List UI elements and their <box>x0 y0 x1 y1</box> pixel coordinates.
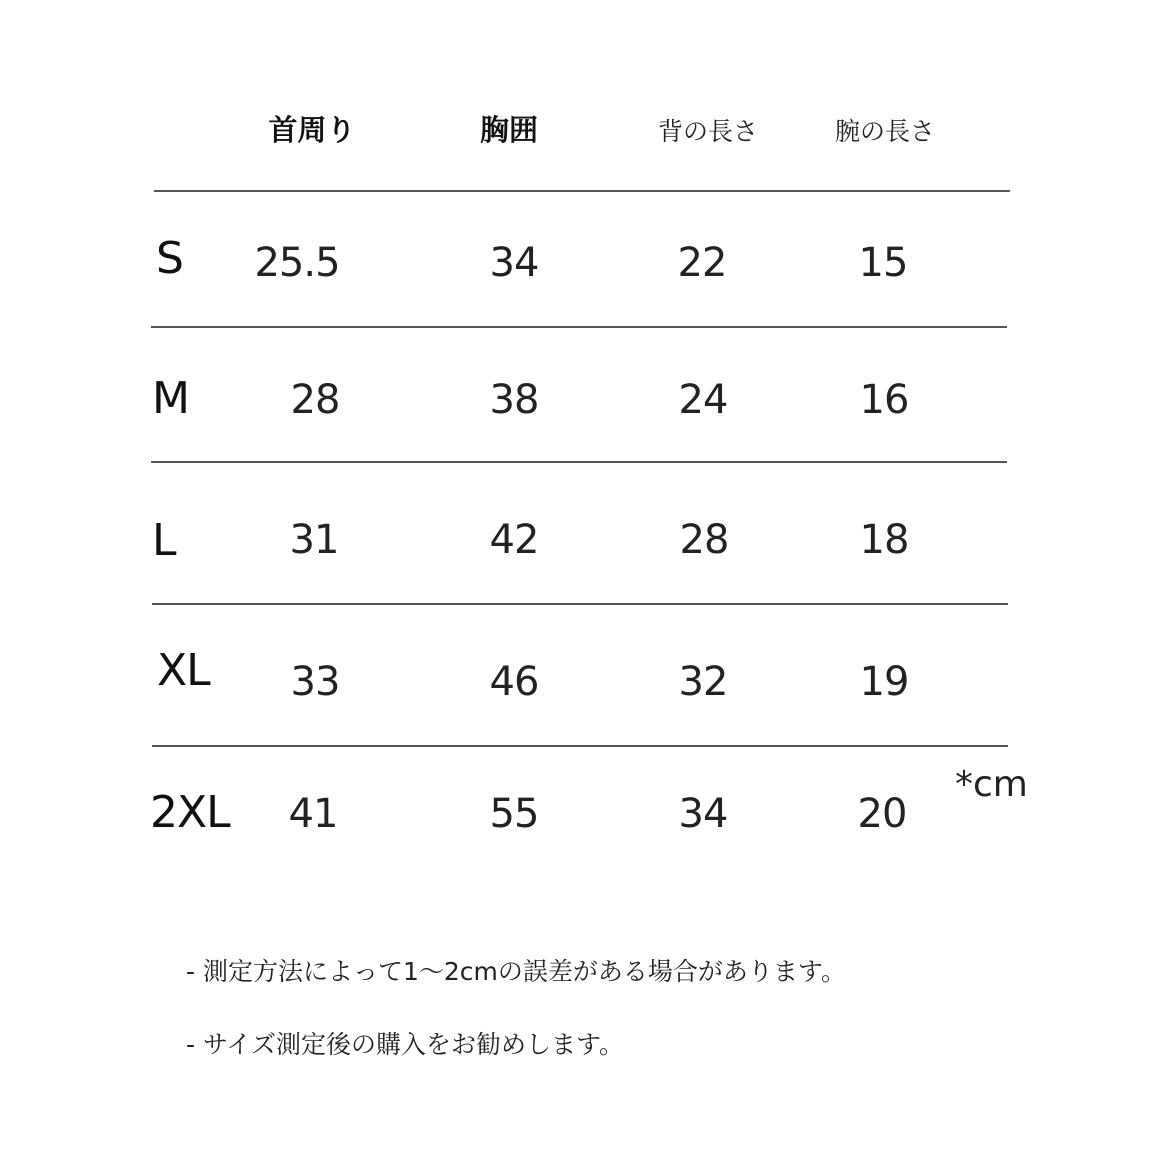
cell-xl-back: 32 <box>678 659 728 705</box>
cell-m-back: 24 <box>678 377 728 423</box>
cell-xl-sleeve: 19 <box>859 659 909 705</box>
cell-2xl-back: 34 <box>678 791 728 837</box>
row-divider <box>151 326 1007 328</box>
size-label-m: M <box>152 373 189 424</box>
cell-s-chest: 34 <box>489 240 539 286</box>
row-divider <box>152 745 1008 747</box>
cell-l-neck: 31 <box>289 517 339 563</box>
row-divider <box>152 603 1008 605</box>
cell-2xl-sleeve: 20 <box>857 791 907 837</box>
cell-m-sleeve: 16 <box>859 377 909 423</box>
cell-l-chest: 42 <box>489 517 539 563</box>
cell-s-sleeve: 15 <box>858 240 908 286</box>
note-recommend-measure: - サイズ測定後の購入をお勧めします。 <box>186 1030 624 1059</box>
size-label-s: S <box>156 233 183 284</box>
cell-s-neck: 25.5 <box>254 240 340 286</box>
cell-l-back: 28 <box>679 517 729 563</box>
header-back-length: 背の長さ <box>657 117 759 146</box>
note-measurement-error: - 測定方法によって1〜2cmの誤差がある場合があります。 <box>186 957 846 986</box>
cell-l-sleeve: 18 <box>859 517 909 563</box>
row-divider <box>151 461 1007 463</box>
cell-xl-neck: 33 <box>290 659 340 705</box>
header-neck: 首周り <box>268 113 356 147</box>
cell-m-chest: 38 <box>489 377 539 423</box>
cell-s-back: 22 <box>677 240 727 286</box>
cell-2xl-chest: 55 <box>489 791 539 837</box>
header-chest: 胸囲 <box>479 113 539 147</box>
cell-xl-chest: 46 <box>489 659 539 705</box>
row-divider <box>154 190 1010 192</box>
cell-2xl-neck: 41 <box>288 791 338 837</box>
header-sleeve-length: 腕の長さ <box>834 117 936 146</box>
size-label-xl: XL <box>157 645 210 696</box>
size-label-l: L <box>152 515 176 566</box>
size-label-2xl: 2XL <box>150 787 230 838</box>
unit-label: *cm <box>955 764 1028 805</box>
cell-m-neck: 28 <box>290 377 340 423</box>
